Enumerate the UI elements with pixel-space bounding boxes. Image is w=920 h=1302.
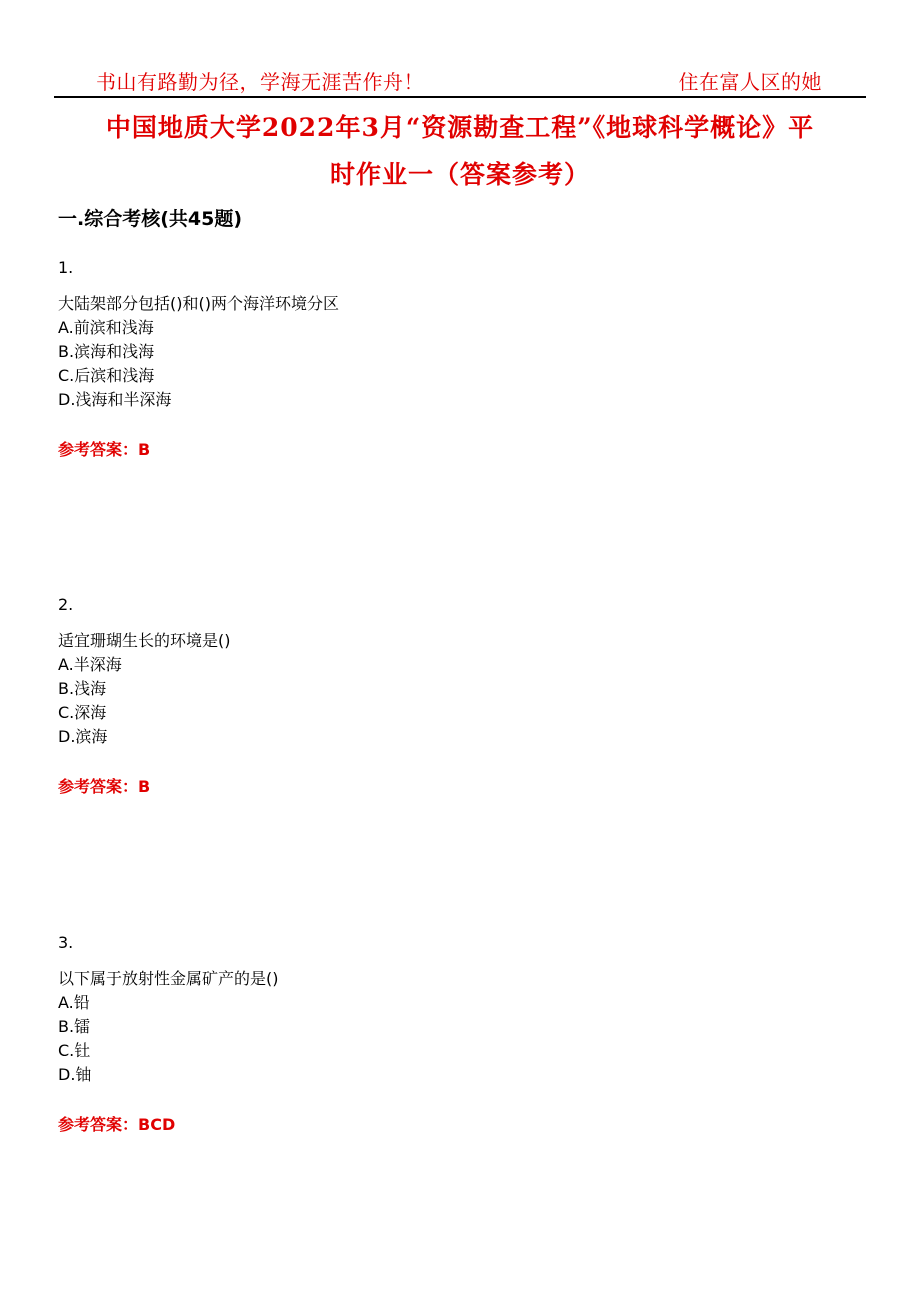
option-c: C.后滨和浅海 <box>58 366 155 385</box>
option-c: C.深海 <box>58 703 107 722</box>
document-title-line-2: 时作业一（答案参考） <box>329 160 590 189</box>
question-2 <box>58 593 838 799</box>
option-b: B.镭 <box>58 1017 91 1036</box>
option-a: A.铅 <box>58 993 90 1012</box>
question-3 <box>58 931 838 1137</box>
question-stem: 适宜珊瑚生长的环境是() <box>58 631 231 650</box>
document-title-line-1: 中国地质大学2022年3月“资源勘查工程”《地球科学概论》平 <box>105 113 815 142</box>
document-title <box>58 104 862 198</box>
reference-answer: 参考答案：B <box>58 440 151 459</box>
option-d: D.铀 <box>58 1065 92 1084</box>
question-1 <box>58 256 838 462</box>
header-motto: 书山有路勤为径，学海无涯苦作舟！ <box>96 70 424 94</box>
question-number: 3. <box>58 933 74 952</box>
reference-answer: 参考答案：BCD <box>58 1115 176 1134</box>
option-b: B.滨海和浅海 <box>58 342 155 361</box>
question-stem: 以下属于放射性金属矿产的是() <box>58 969 279 988</box>
option-a: A.前滨和浅海 <box>58 318 154 337</box>
reference-answer: 参考答案：B <box>58 777 151 796</box>
page-header <box>54 66 866 98</box>
question-number: 1. <box>58 258 74 277</box>
option-b: B.浅海 <box>58 679 107 698</box>
question-number: 2. <box>58 595 74 614</box>
header-author: 住在富人区的她 <box>678 70 822 94</box>
option-d: D.浅海和半深海 <box>58 390 172 409</box>
option-a: A.半深海 <box>58 655 122 674</box>
option-d: D.滨海 <box>58 727 108 746</box>
option-c: C.钍 <box>58 1041 91 1060</box>
question-stem: 大陆架部分包括()和()两个海洋环境分区 <box>58 294 339 313</box>
section-heading: 一.综合考核(共45题) <box>58 208 243 230</box>
